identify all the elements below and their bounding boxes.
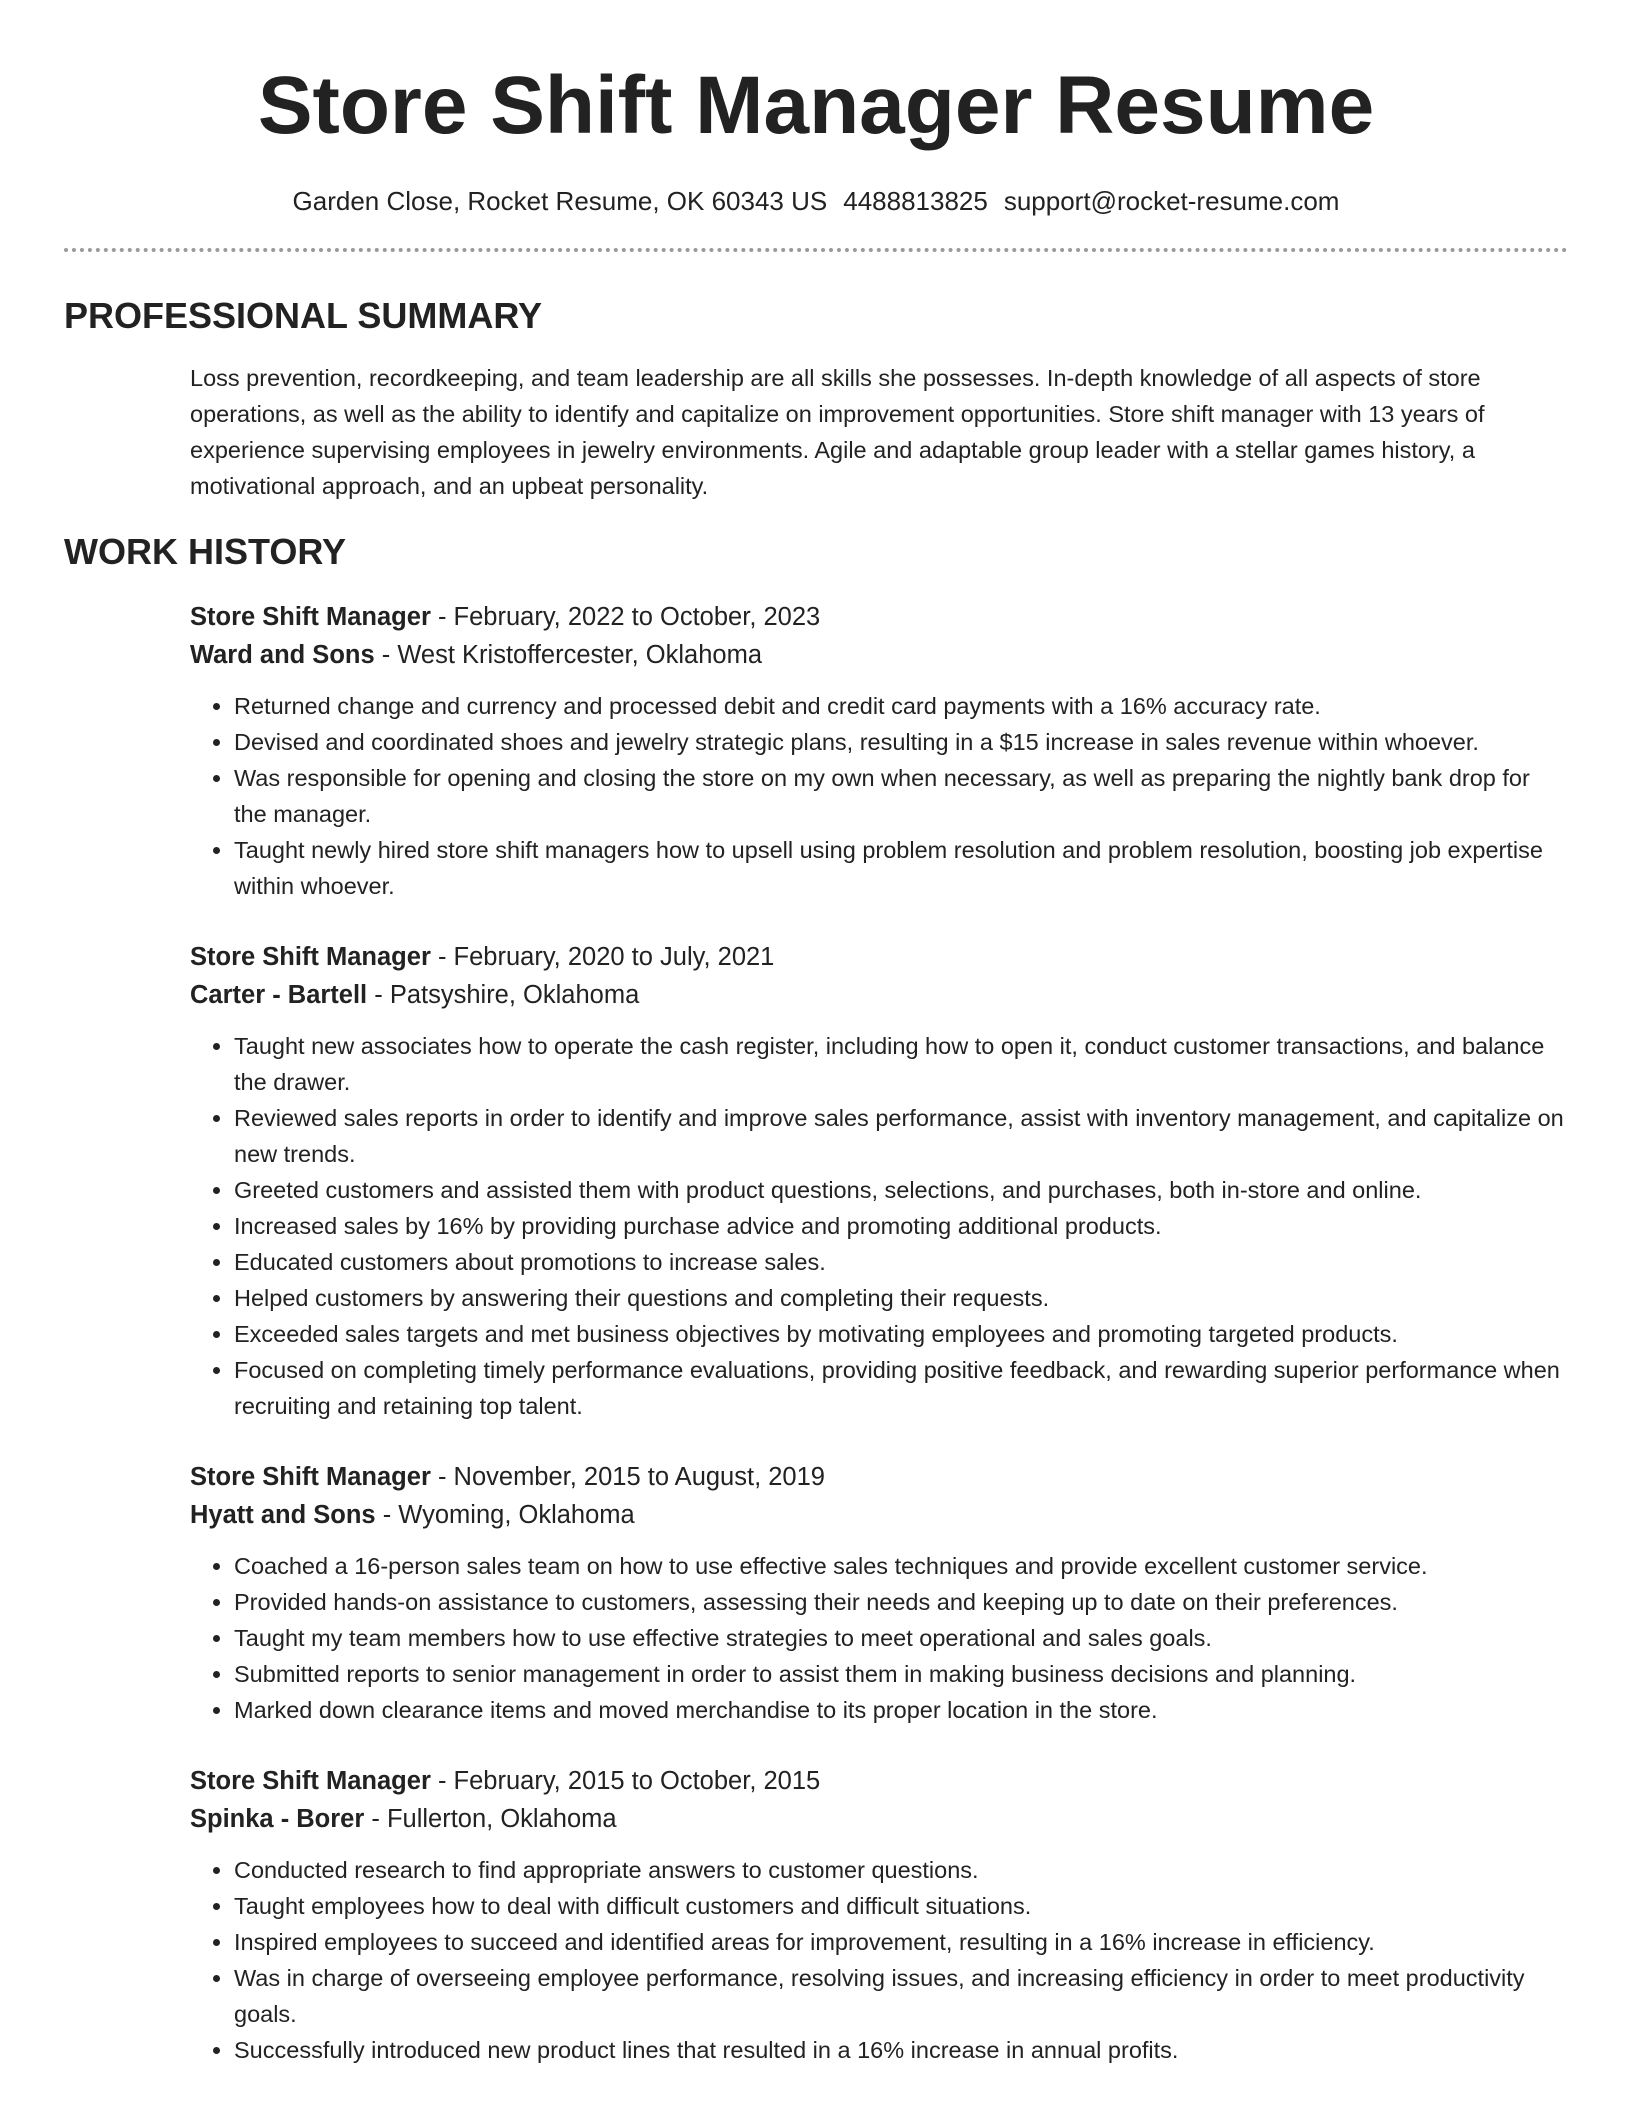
- duty-item: • Taught new associates how to operate the cash register, including how to open it, conduct customer transactions, and balance the drawer.: [234, 1028, 1568, 1100]
- job-company-line: [190, 636, 1568, 674]
- duty-item: • Devised and coordinated shoes and jewelry strategic plans, resulting in a $15 increase in sales revenue within whoever.: [234, 724, 1568, 760]
- job-company: Spinka - Borer: [190, 1805, 365, 1833]
- duty-item: • Educated customers about promotions to increase sales.: [234, 1244, 1568, 1280]
- job-company: Ward and Sons: [190, 641, 375, 669]
- duty-item: • Exceeded sales targets and met business objectives by motivating employees and promoting targeted products.: [234, 1316, 1568, 1352]
- job-location: - Fullerton, Oklahoma: [364, 1805, 617, 1833]
- job-location: - Patsyshire, Oklahoma: [367, 981, 640, 1009]
- job-duties: [190, 688, 1568, 904]
- duty-item: • Focused on completing timely performance evaluations, providing positive feedback, and rewarding superior performance when recruiting and retaining top talent.: [234, 1352, 1568, 1424]
- duty-item: • Reviewed sales reports in order to identify and improve sales performance, assist with inventory management, and capitalize on new trends.: [234, 1100, 1568, 1172]
- job-company: Hyatt and Sons: [190, 1501, 376, 1529]
- contact-line: [64, 184, 1568, 218]
- duty-item: • Inspired employees to succeed and identified areas for improvement, resulting in a 16% increase in efficiency.: [234, 1924, 1568, 1960]
- job-duties: [190, 1548, 1568, 1728]
- job-company: Carter - Bartell: [190, 981, 368, 1009]
- duty-item: • Was in charge of overseeing employee performance, resolving issues, and increasing efficiency in order to meet productivity goals.: [234, 1960, 1568, 2032]
- resume-title: Store Shift Manager Resume: [257, 60, 1375, 151]
- job-title: Store Shift Manager: [190, 603, 431, 631]
- duty-item: • Helped customers by answering their questions and completing their requests.: [234, 1280, 1568, 1316]
- job-entry: [190, 938, 1568, 1424]
- duty-item: • Increased sales by 16% by providing purchase advice and promoting additional products.: [234, 1208, 1568, 1244]
- job-location: - West Kristoffercester, Oklahoma: [374, 641, 763, 669]
- job-title-line: [190, 938, 1568, 976]
- contact-address: Garden Close, Rocket Resume, OK 60343 US: [292, 186, 828, 216]
- duty-item: • Taught newly hired store shift managers how to upsell using problem resolution and problem resolution, boosting job expertise within whoever.: [234, 832, 1568, 904]
- job-title: Store Shift Manager: [190, 1767, 431, 1795]
- job-dates: - February, 2015 to October, 2015: [430, 1767, 821, 1795]
- duty-item: • Coached a 16-person sales team on how to use effective sales techniques and provide excellent customer service.: [234, 1548, 1568, 1584]
- duty-item: • Submitted reports to senior management in order to assist them in making business decisions and planning.: [234, 1656, 1568, 1692]
- job-company-line: [190, 976, 1568, 1014]
- job-dates: - November, 2015 to August, 2019: [430, 1463, 825, 1491]
- work-history-list: [64, 598, 1568, 2068]
- job-location: - Wyoming, Oklahoma: [375, 1501, 635, 1529]
- duty-item: • Greeted customers and assisted them with product questions, selections, and purchases, both in-store and online.: [234, 1172, 1568, 1208]
- job-title-line: [190, 1762, 1568, 1800]
- job-duties: [190, 1852, 1568, 2068]
- job-entry: [190, 1762, 1568, 2068]
- job-company-line: [190, 1800, 1568, 1838]
- job-title: Store Shift Manager: [190, 1463, 431, 1491]
- job-title-line: [190, 1458, 1568, 1496]
- duty-item: • Successfully introduced new product lines that resulted in a 16% increase in annual profits.: [234, 2032, 1568, 2068]
- duty-item: • Conducted research to find appropriate answers to customer questions.: [234, 1852, 1568, 1888]
- job-entry: [190, 1458, 1568, 1728]
- duty-item: • Taught my team members how to use effective strategies to meet operational and sales goals.: [234, 1620, 1568, 1656]
- dotted-divider: [64, 248, 1568, 252]
- contact-phone: 4488813825: [843, 186, 988, 216]
- job-dates: - February, 2020 to July, 2021: [430, 943, 775, 971]
- job-company-line: [190, 1496, 1568, 1534]
- job-entry: [190, 598, 1568, 904]
- contact-email: support@rocket-resume.com: [1003, 186, 1340, 216]
- duty-item: • Provided hands-on assistance to customers, assessing their needs and keeping up to date on their preferences.: [234, 1584, 1568, 1620]
- summary-text: Loss prevention, recordkeeping, and team leadership are all skills she possesses. In-depth knowledge of all aspects of store operations, as well as the ability to identify and capitalize on improvement opportunities. Store shift manager with 13 years of experience supervising employees in jewelry environments. Agile and adaptable group leader with a stellar games history, a motivational approach, and an upbeat personality.: [190, 365, 1485, 499]
- job-dates: - February, 2022 to October, 2023: [430, 603, 821, 631]
- duty-item: • Returned change and currency and processed debit and credit card payments with a 16% accuracy rate.: [234, 688, 1568, 724]
- duty-item: • Taught employees how to deal with difficult customers and difficult situations.: [234, 1888, 1568, 1924]
- work-history-heading: WORK HISTORY: [64, 531, 347, 572]
- job-title: Store Shift Manager: [190, 943, 431, 971]
- summary-heading: PROFESSIONAL SUMMARY: [64, 295, 543, 336]
- duty-item: • Marked down clearance items and moved merchandise to its proper location in the store.: [234, 1692, 1568, 1728]
- job-duties: [190, 1028, 1568, 1424]
- duty-item: • Was responsible for opening and closing the store on my own when necessary, as well as preparing the nightly bank drop for the manager.: [234, 760, 1568, 832]
- job-title-line: [190, 598, 1568, 636]
